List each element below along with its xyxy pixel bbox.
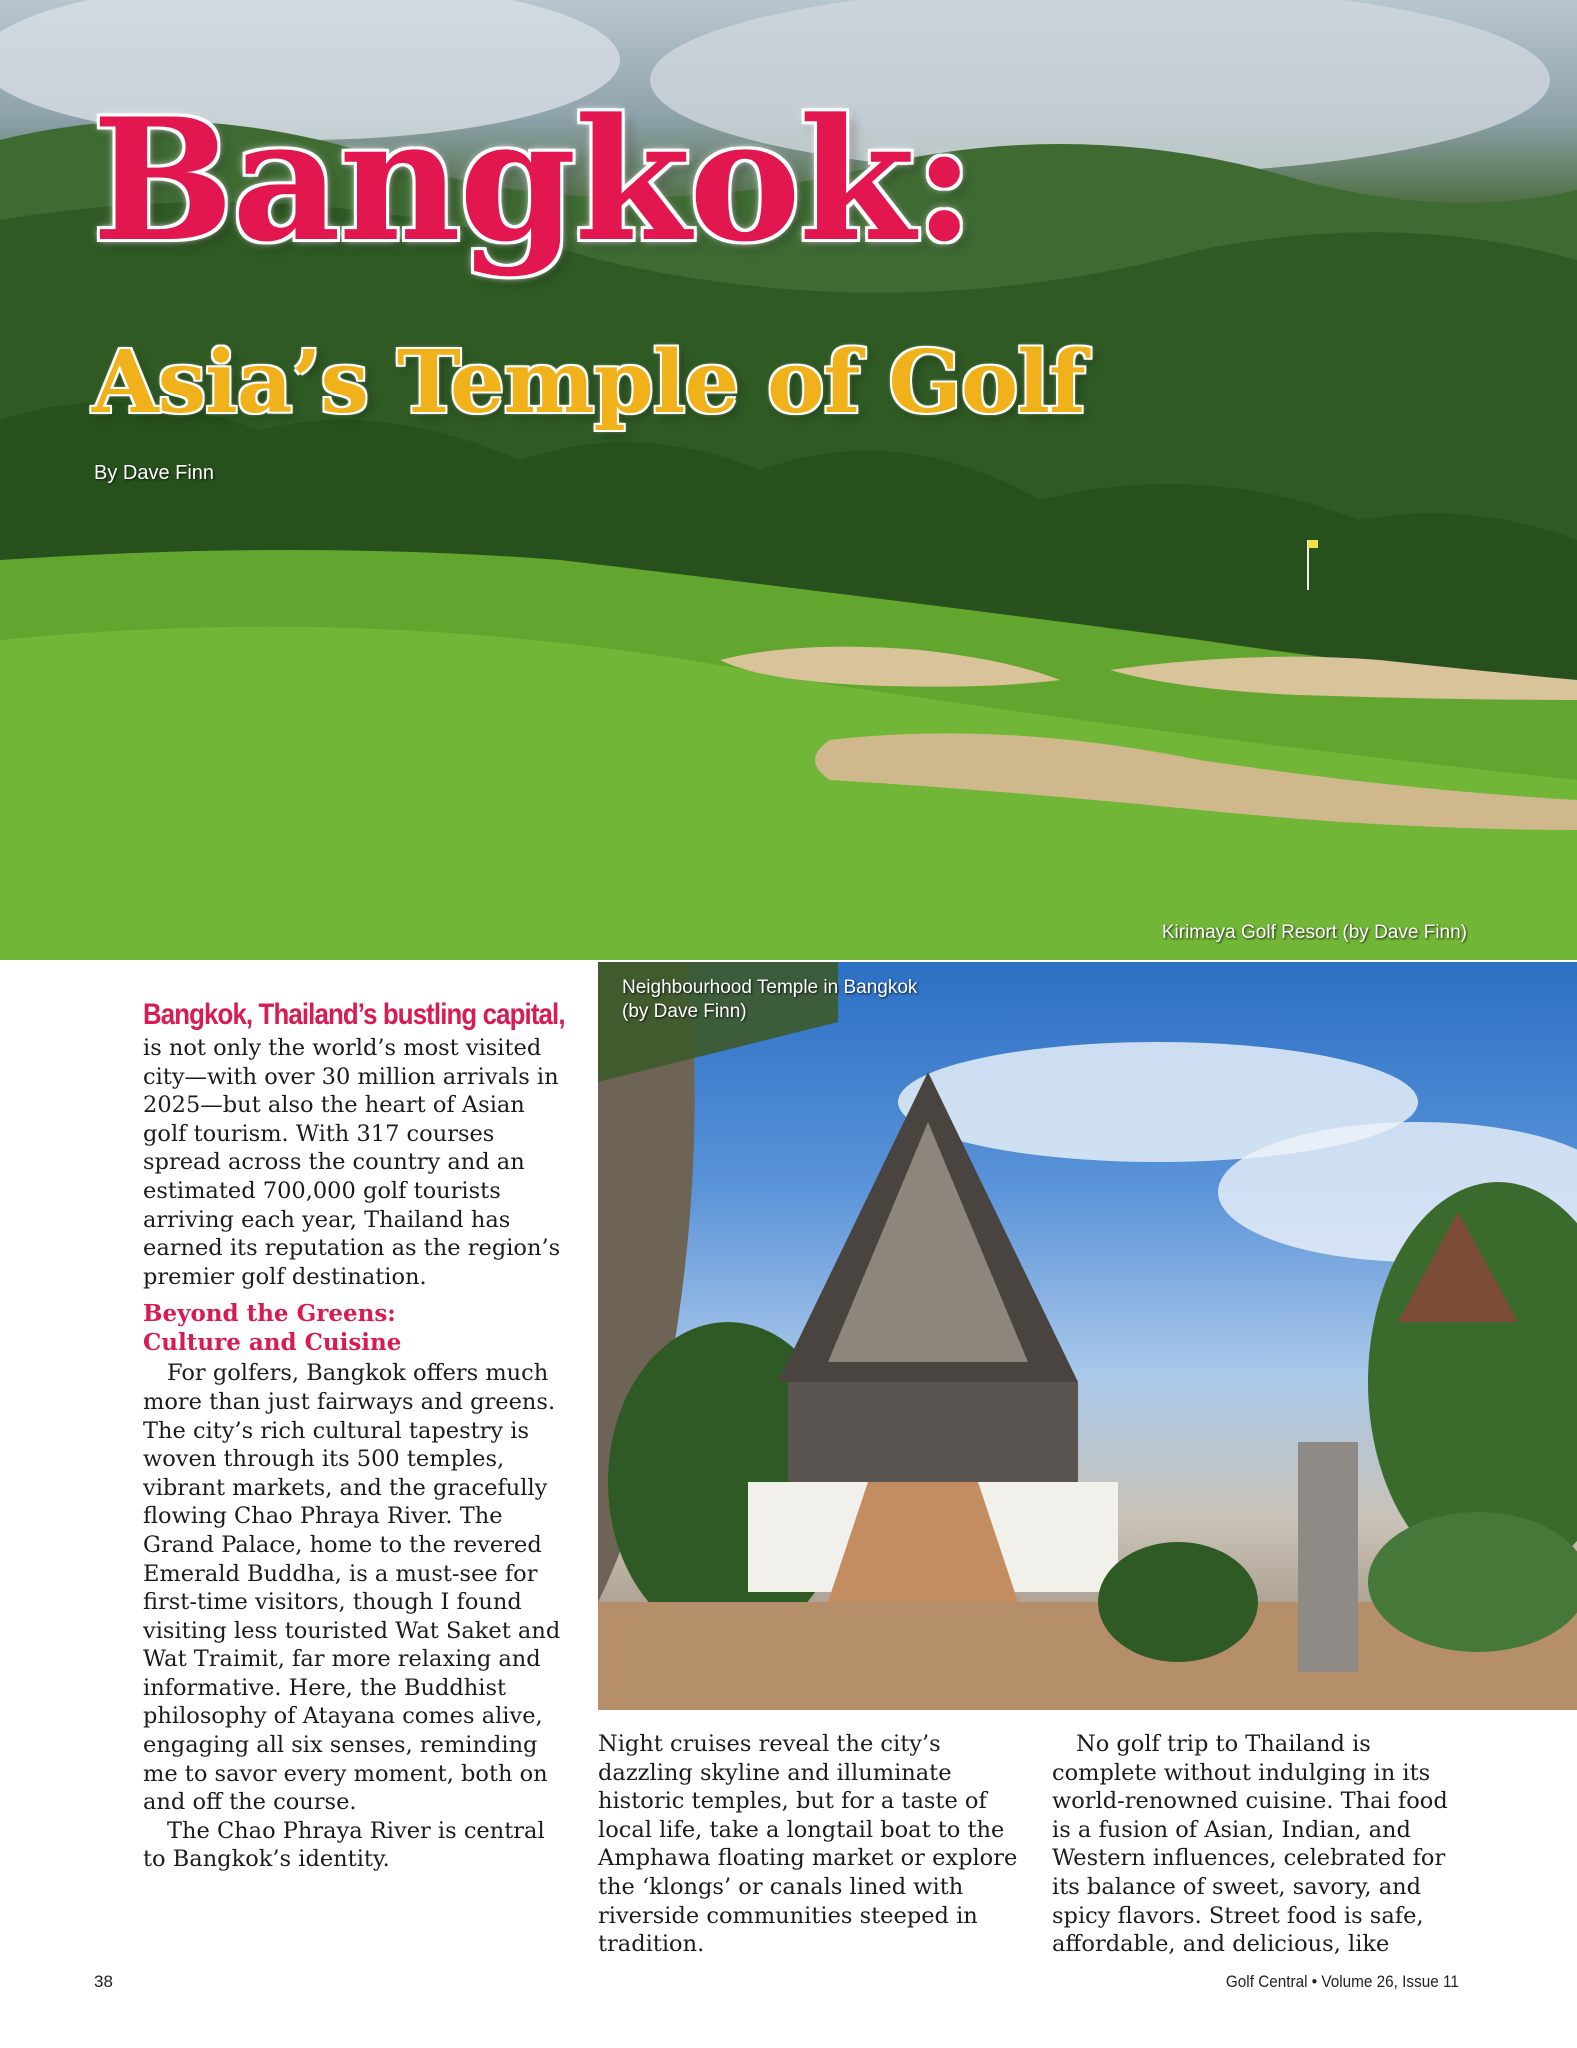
hero-photo (0, 0, 1577, 960)
body-paragraph: Night cruises reveal the city’s dazzling skyline and illuminate historic temples, but for a taste of local life, take a longtail boat to the Amphawa floating market or explore the ‘klongs’ or canals lined with riverside communities steeped in tradition. (598, 1731, 1018, 1958)
page-number: 38 (94, 1972, 113, 1991)
section-heading-line-1: Beyond the Greens: (143, 1300, 396, 1328)
article-subtitle: Asia’s Temple of Golf (92, 332, 1085, 433)
article-title: Bangkok: (92, 81, 974, 279)
temple-caption-line-2: (by Dave Finn) (622, 1000, 747, 1022)
publication-footer: Golf Central • Volume 26, Issue 11 (1225, 1972, 1459, 1991)
temple-photo (598, 962, 1577, 1710)
article-column-1 (143, 998, 563, 1874)
temple-illustration (598, 962, 1577, 1710)
article-column-2 (598, 1730, 1018, 1959)
body-paragraph: No golf trip to Thailand is complete without indulging in its world-renowned cuisine. Thai food is a fusion of Asian, Indian, and Western influences, celebrated for its balance of sweet, savory, and spicy flavors. Street food is safe, affordable, and delicious, like (1052, 1731, 1448, 1958)
byline: By Dave Finn (94, 462, 215, 484)
body-paragraph: For golfers, Bangkok offers much more than just fairways and greens. The city’s rich cultural tapestry is woven through its 500 temples, vibrant markets, and the gracefully flowing Chao Phraya River. The Grand Palace, home to the revered Emerald Buddha, is a must-see for first-time visitors, though I found visiting less touristed Wat Saket and Wat Traimit, far more relaxing and informative. Here, the Buddhist philosophy of Atayana comes alive, engaging all six senses, reminding me to savor every moment, both on and off the course. (143, 1360, 561, 1816)
article-column-3 (1052, 1730, 1472, 1959)
lead-paragraph: is not only the world’s most visited city—with over 30 million arrivals in 2025—but also the heart of Asian golf tourism. With 317 courses spread across the country and an estimated 700,000 golf tourists arriving each year, Thailand has earned its reputation as the region’s premier golf destination. (143, 1035, 561, 1290)
lead-heading: Bangkok, Thailand’s bustling capital, (143, 998, 565, 1031)
temple-photo-caption (622, 976, 982, 1024)
hero-photo-caption: Kirimaya Golf Resort (by Dave Finn) (1161, 922, 1467, 943)
body-paragraph: The Chao Phraya River is central to Bangkok’s identity. (143, 1817, 545, 1873)
section-heading (143, 1299, 563, 1357)
section-heading-line-2: Culture and Cuisine (143, 1329, 402, 1357)
temple-caption-line-1: Neighbourhood Temple in Bangkok (622, 977, 918, 998)
